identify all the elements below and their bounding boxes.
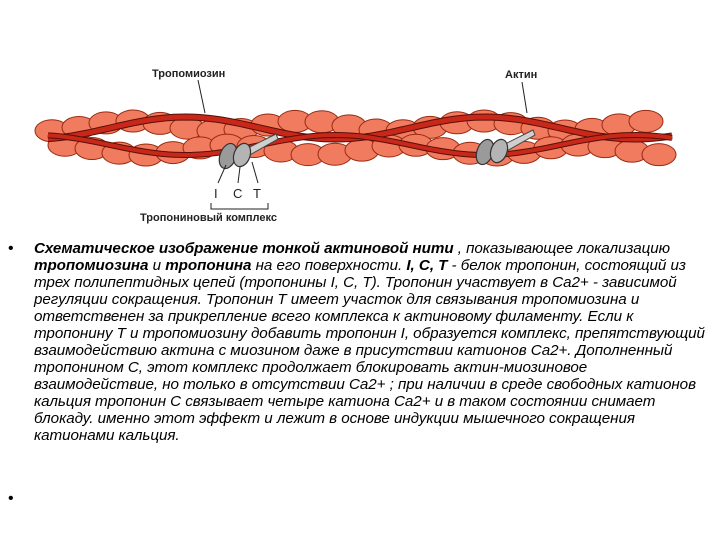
caption-text-part: и (148, 257, 166, 274)
caption-text-part: на его поверхности. (251, 257, 407, 274)
subunit-c-label: C (233, 186, 243, 201)
caption-term-tropomyosin: тропомиозина (34, 257, 149, 274)
caption-text-part: , показывающее локализацию (453, 240, 671, 257)
actin-leader-line (522, 82, 527, 113)
subunit-t-leader (252, 162, 258, 183)
troponin-bracket (211, 203, 268, 209)
subunit-i-label: I (214, 186, 218, 201)
actin-monomer (629, 110, 663, 132)
tropomyosin-leader-line (198, 80, 205, 113)
caption-body: - белок тропонин, состоящий из трех полипептидных цепей (тропонины I, C, T). Тропонин участвует в Ca2+ - зависимой регуляции сокращения. Тропонин T имеет участок для связывания тропомиозина и ответственен за прикрепление всего комплекса к актиновому филаменту. Если к тропонину T и тропомиозину добавить тропонин I, образуется комплекс, препятствующий взаимодействию актина с миозином даже в присутствии катионов Ca2+. Дополненный тропонином С, этот комплекс продолжает блокировать актин-миозиновое взаимодействие, но только в отсутствии Ca2+ ; при наличии в среде свободных катионов кальция тропонин С связывает четыре катиона Ca2+ и в таком состоянии снимает блокаду. именно этот эффект и лежит в основе индукции мышечного сокращения катионами кальция. (34, 257, 705, 444)
subunit-t-label: T (253, 186, 261, 201)
bullet-marker: • (8, 240, 14, 257)
bullet-marker: • (8, 490, 14, 507)
thin-filament-diagram (0, 0, 720, 235)
actin-monomer (642, 144, 676, 166)
caption-lead: Схематическое изображение тонкой актиновой нити (34, 240, 454, 257)
actin-label: Актин (505, 69, 538, 81)
caption-term-troponin: тропонина (165, 257, 252, 274)
subunit-c-leader (238, 167, 240, 183)
caption-paragraph (34, 240, 714, 444)
tropomyosin-label: Тропомиозин (152, 68, 226, 80)
caption-term-subunits: I, C, T (406, 257, 448, 274)
troponin-complex-label: Тропониновый комплекс (140, 212, 278, 224)
